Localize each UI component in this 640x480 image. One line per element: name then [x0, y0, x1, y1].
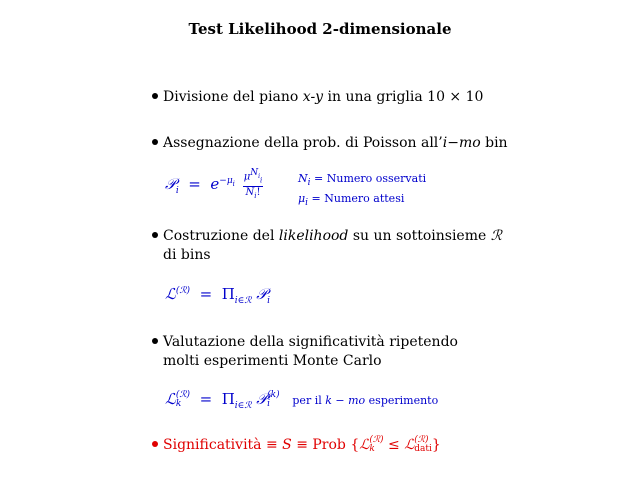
poisson-fraction: $\frac{\mu^{N_i}_i}{N_i!}$: [243, 168, 263, 201]
note-observed: $N_i$ = Numero osservati: [298, 172, 427, 189]
bullet-icon: [152, 441, 158, 447]
mc-likelihood-formula: ℒ (ℛ) k = $\Pi_{i\in ℛ}$ 𝒫 (k) i per il k − mo esperimento: [165, 390, 439, 411]
page-title: Test Likelihood 2-dimensionale: [188, 20, 452, 38]
bullet-likelihood-construction: Costruzione del likelihood su un sottoinsieme ℛ di bins: [152, 227, 502, 265]
bullet-icon: [152, 93, 158, 99]
note-expected: $\mu_i$ = Numero attesi: [298, 192, 405, 209]
bullet-montecarlo: Valutazione della significatività ripetendo molti esperimenti Monte Carlo: [152, 333, 458, 371]
poisson-notes: [298, 171, 426, 211]
likelihood-formula: ℒ$^{(ℛ)}$ = $\Pi_{i\in ℛ}$ 𝒫$_i$: [165, 285, 271, 306]
bullet-poisson-assignment: Assegnazione della prob. di Poisson all’i−mo bin: [152, 135, 508, 151]
bullet-icon: [152, 232, 158, 238]
bullet-icon: [152, 338, 158, 344]
poisson-formula: 𝒫$_i$ = $e^{-\mu_i}$ $\frac{\mu^{N_i}_i}{N_i!}$: [165, 168, 263, 201]
bullet-grid-division: Divisione del piano x-y in una griglia 10 × 10: [152, 89, 483, 105]
bullet-significance: Significatività ≡ S ≡ Prob {ℒ (ℛ) k ≤ ℒ (ℛ) dati }: [152, 436, 441, 454]
bullet-icon: [152, 139, 158, 145]
